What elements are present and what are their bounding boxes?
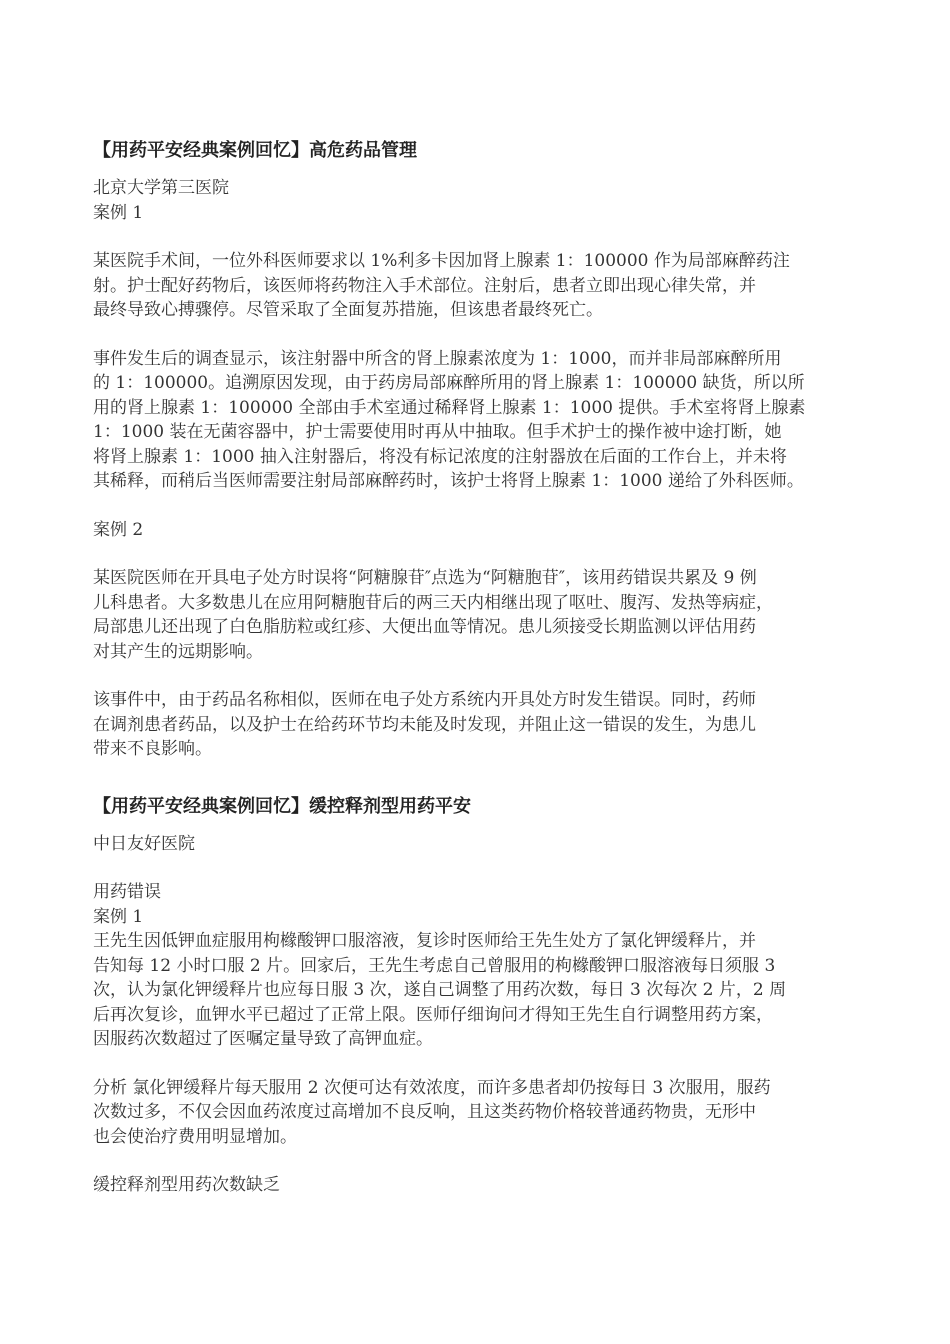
paragraph: 分析 氯化钾缓释片每天服用 2 次便可达有效浓度，而许多患者却仍按每日 3 次服用，服药 次数过多，不仅会因血药浓度过高增加不良反响，且这类药物价格较普通药物贵，无形中 也会使治疗费用明显增加。 [93,1077,771,1147]
case-label: 案例 1 [93,202,144,223]
section-title-high-risk-drugs: 【用药平安经典案例回忆】高危药品管理 [93,140,417,161]
subsection-label: 用药错误 [93,882,161,902]
case-label: 案例 2 [93,519,144,540]
paragraph: 某医院医师在开具电子处方时误将“阿糖腺苷″点选为“阿糖胞苷″，该用药错误共累及 9 例 儿科患者。大多数患儿在应用阿糖胞苷后的两三天内相继出现了呕吐、腹泻、发热等病症， 局部患儿还出现了白色脂肪粒或红疹、大便出血等情况。患儿须接受长期监测以评估用药 对其产生的远期影响。 [93,568,773,662]
paragraph: 王先生因低钾血症服用枸橼酸钾口服溶液，复诊时医师给王先生处方了氯化钾缓释片，并 告知每 12 小时口服 2 片。回家后，王先生考虑自己曾服用的枸橼酸钾口服溶液每日须服 3 次，认为氯化钾缓释片也应每日服 3 次，遂自己调整了用药次数，每日 3 次每次 2 片，2 周 后再次复诊，血钾水平已超过了正常上限。医师仔细询问才得知王先生自行调整用药方案， 因服药次数超过了医嘱定量导致了高钾血症。 [93,931,787,1049]
paragraph: 事件发生后的调查显示，该注射器中所含的肾上腺素浓度为 1：1000，而并非局部麻醉所用 的 1：100000。追溯原因发现，由于药房局部麻醉所用的肾上腺素 1：100000 缺货，所以所 用的肾上腺素 1：100000 全部由手术室通过稀释肾上腺素 1：1000 提供。手术室将肾上腺素 1：1000 装在无菌容器中，护士需要使用时再从中抽取。但手术护士的操作被中途打断，她 将肾上腺素 1：1000 抽入注射器后，将没有标记浓度的注射器放在后面的工作台上，并未将 其稀释，而稍后当医师需要注射局部麻醉药时，该护士将肾上腺素 1：1000 递给了外科医师。 [93,348,806,491]
paragraph: 某医院手术间，一位外科医师要求以 1%利多卡因加肾上腺素 1：100000 作为局部麻醉药注 射。护士配好药物后，该医师将药物注入手术部位。注射后，患者立即出现心律失常，并 最终导致心搏骤停。尽管采取了全面复苏措施，但该患者最终死亡。 [93,251,790,320]
subsection-label: 缓控释剂型用药次数缺乏 [93,1175,280,1195]
case-label: 案例 1 [93,906,144,927]
hospital-name: 中日友好医院 [93,833,195,854]
hospital-name: 北京大学第三医院 [93,178,229,198]
document-page [93,138,883,1198]
paragraph: 该事件中，由于药品名称相似，医师在电子处方系统内开具处方时发生错误。同时，药师 在调剂患者药品，以及护士在给药环节均未能及时发现，并阻止这一错误的发生，为患儿 带来不良影响。 [93,690,756,759]
section-title-controlled-release: 【用药平安经典案例回忆】缓控释剂型用药平安 [93,795,471,817]
